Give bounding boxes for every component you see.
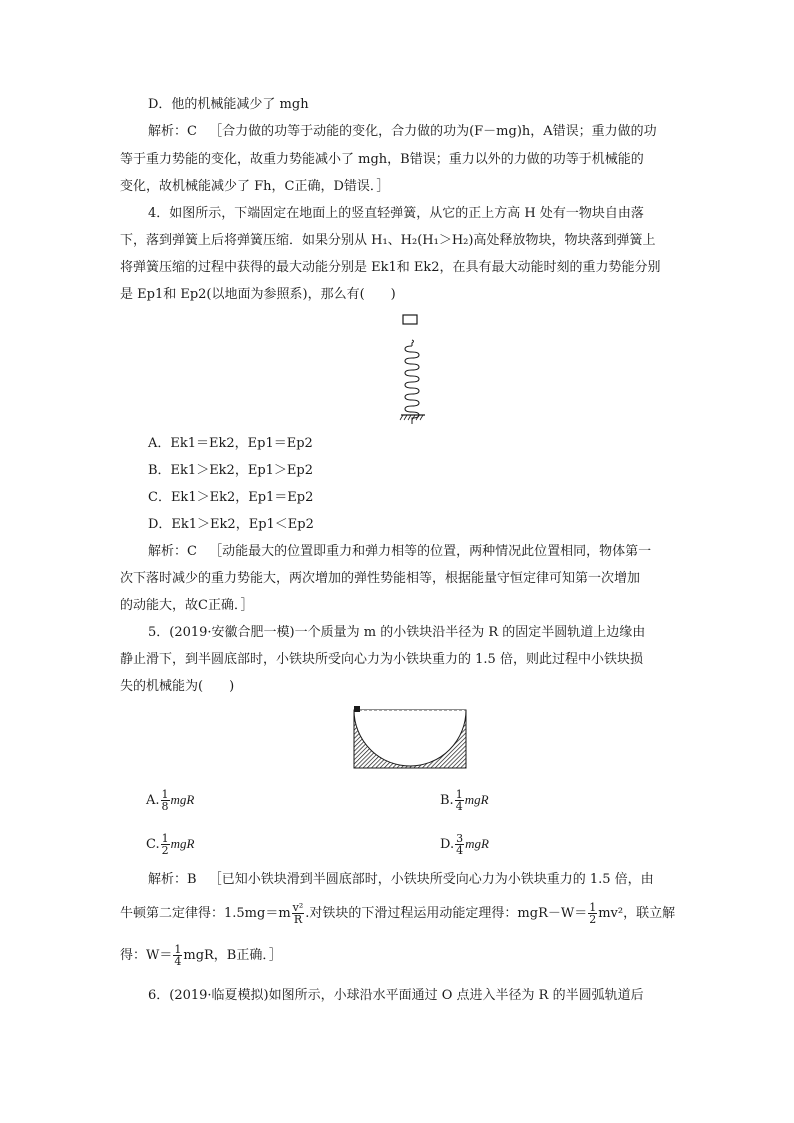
q4-stem-line-4: 是 Ep1和 Ep2(以地面为参照系)，那么有( ) — [120, 287, 396, 302]
q5-option-b-letter: B. — [440, 793, 454, 808]
q3-analysis-line-1 — [148, 121, 657, 143]
q5-analysis-3a: 得：W＝ — [120, 948, 173, 963]
q5-option-c-frac: $\frac{1}{2}$ — [161, 832, 169, 857]
q5-option-c-letter: C. — [146, 837, 160, 852]
q4-option-d: D．Ek1＞Ek2，Ep1＜Ep2 — [148, 517, 314, 532]
q4-option-b: B．Ek1＞Ek2，Ep1＞Ep2 — [148, 463, 313, 478]
q5-option-c-tail: mgR — [170, 836, 195, 851]
q5-option-a-letter: A. — [146, 793, 160, 808]
q5-analysis-3b: mgR，B正确．］ — [183, 948, 282, 963]
q5-option-d-frac: $\frac{3}{4}$ — [456, 832, 464, 857]
q3-analysis-line-2: 等于重力势能的变化，故重力势能减小了 mgh，B错误；重力以外的力做的功等于机械能的 — [120, 152, 644, 167]
q6-stem-line-1: 6．(2019·临夏模拟)如图所示，小球沿水平面通过 O 点进入半径为 R 的半圆弧轨道后 — [148, 988, 644, 1003]
q4-analysis-line-1 — [148, 541, 651, 563]
q5-analysis-prefix: 解析：B — [148, 872, 197, 887]
q5-analysis-line-2 — [120, 892, 675, 936]
q5-analysis-2a: 牛顿第二定律得：1.5mg＝m — [120, 906, 291, 921]
q5-option-b — [440, 778, 489, 822]
q5-option-c — [146, 822, 194, 866]
q5-analysis-frac-v2r: $\frac{\text{v²}}{R}$ — [292, 901, 304, 926]
q5-analysis-2b: .对铁块的下滑过程运用动能定理得：mgR－W＝ — [305, 906, 588, 921]
q4-stem-line-2: 下，落到弹簧上后将弹簧压缩．如果分别从 H₁、H₂(H₁＞H₂)高处释放物块，物块落到弹簧上 — [120, 233, 656, 248]
q4-analysis-line-2: 次下落时减少的重力势能大，两次增加的弹性势能相等，根据能量守恒定律可知第一次增加 — [120, 571, 641, 586]
q4-stem-line-3: 将弹簧压缩的过程中获得的最大动能分别是 Ek1和 Ek2，在具有最大动能时刻的重力势能分别 — [120, 260, 661, 275]
q5-option-d-tail: mgR — [465, 836, 489, 851]
q5-stem-line-1: 5．(2019·安徽合肥一模)一个质量为 m 的小铁块沿半径为 R 的固定半圆轨道上边缘由 — [148, 625, 646, 640]
q4-analysis-prefix: 解析：C — [148, 544, 197, 559]
q5-option-b-frac: $\frac{1}{4}$ — [455, 788, 463, 813]
q5-option-a-frac: $\frac{1}{8}$ — [161, 788, 169, 813]
semicircle-track-figure — [350, 704, 470, 770]
q5-option-a — [146, 778, 194, 822]
q4-option-c: C．Ek1＞Ek2，Ep1＝Ep2 — [148, 490, 314, 505]
q3-analysis-prefix: 解析：C — [148, 124, 197, 139]
q5-option-a-tail: mgR — [170, 792, 195, 807]
iron-block — [354, 706, 360, 712]
q5-analysis-frac-quarter: $\frac{1}{4}$ — [174, 943, 182, 968]
q5-analysis-frac-half: $\frac{1}{2}$ — [589, 901, 597, 926]
q3-option-d: D．他的机械能减少了 mgh — [148, 97, 309, 112]
q3-analysis-line-3: 变化，故机械能减少了 Fh，C正确，D错误．］ — [120, 179, 390, 194]
q5-option-b-tail: mgR — [464, 792, 489, 807]
q5-stem-line-3: 失的机械能为( ) — [120, 679, 235, 694]
q5-analysis-line-3 — [120, 934, 282, 978]
q5-option-d-letter: D. — [440, 837, 455, 852]
q5-analysis-line-1 — [148, 869, 654, 891]
q4-stem-line-1: 4．如图所示，下端固定在地面上的竖直轻弹簧，从它的正上方高 H 处有一物块自由落 — [148, 206, 644, 221]
q5-analysis-2c: mv²，联立解 — [598, 906, 676, 921]
q5-option-d — [440, 822, 489, 866]
q5-analysis-text-1: ［已知小铁块滑到半圆底部时，小铁块所受向心力为小铁块重力的 1.5 倍，由 — [208, 872, 654, 887]
q5-stem-line-2: 静止滑下，到半圆底部时，小铁块所受向心力为小铁块重力的 1.5 倍，则此过程中小铁块损 — [120, 652, 643, 667]
q4-analysis-line-3: 的动能大，故C正确．］ — [120, 598, 254, 613]
q4-option-a: A．Ek1＝Ek2，Ep1＝Ep2 — [148, 436, 313, 451]
spring-figure — [395, 312, 435, 424]
block-shape — [403, 315, 417, 324]
q3-analysis-text-1: ［合力做的功等于动能的变化，合力做的功为(F－mg)h，A错误；重力做的功 — [209, 124, 657, 139]
q4-analysis-text-1: ［动能最大的位置即重力和弹力相等的位置，两种情况此位置相同，物体第一 — [209, 544, 652, 559]
spring-coil — [405, 340, 419, 424]
